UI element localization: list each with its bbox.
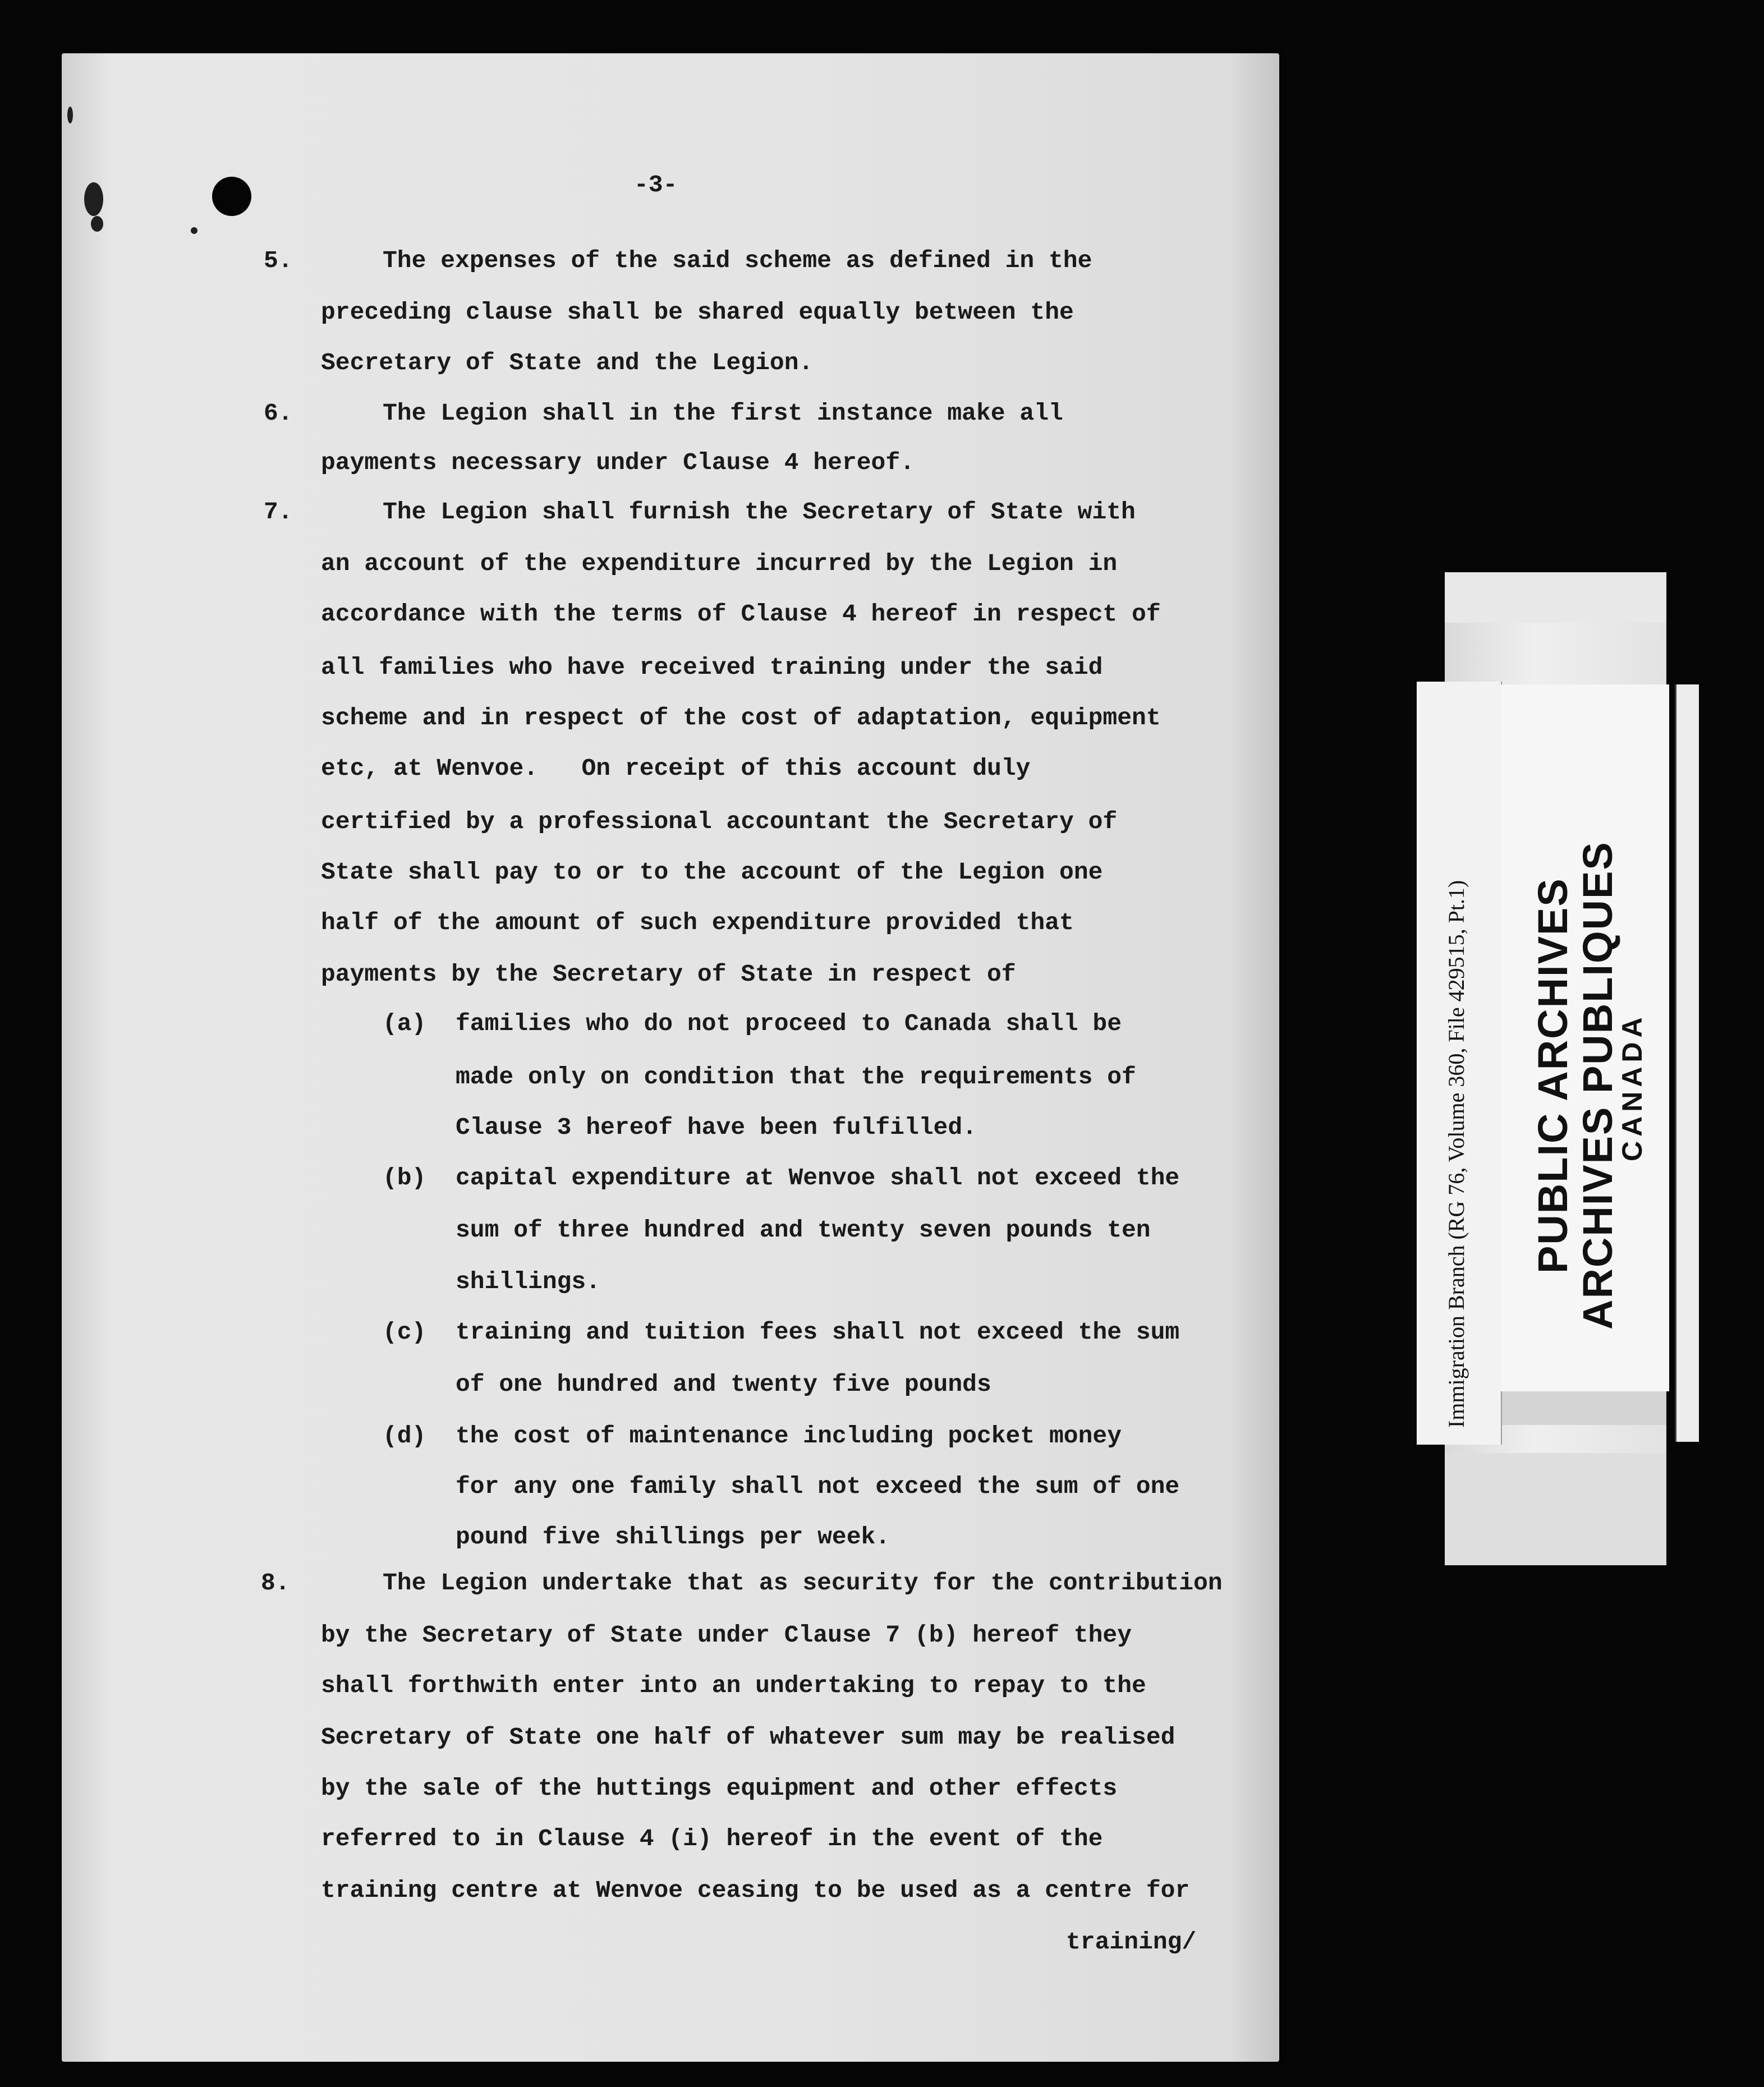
sub-clause-label: (b) [383, 1164, 426, 1192]
text-line: Secretary of State one half of whatever sum may be realised [321, 1723, 1175, 1751]
ink-speck [191, 227, 197, 234]
clause-number: 5. [264, 247, 293, 274]
text-line: of one hundred and twenty five pounds [456, 1371, 991, 1398]
continuation-word: training/ [1066, 1928, 1197, 1956]
text-line: scheme and in respect of the cost of adaptation, equipment [321, 704, 1161, 732]
text-line: Secretary of State and the Legion. [321, 349, 814, 376]
text-line: Clause 3 hereof have been fulfilled. [456, 1114, 977, 1141]
archive-name-line2: ARCHIVES PUBLIQUES [1574, 841, 1621, 1330]
text-line: referred to in Clause 4 (i) hereof in the event of the [321, 1825, 1103, 1852]
text-line: made only on condition that the requirements of [456, 1063, 1136, 1091]
text-line: payments by the Secretary of State in respect of [321, 960, 1016, 988]
clause-number: 7. [264, 498, 293, 526]
archive-country: CANADA [1616, 1013, 1648, 1161]
archive-label-edge [1675, 684, 1699, 1442]
text-line: preceding clause shall be shared equally between the [321, 298, 1074, 326]
text-line: capital expenditure at Wenvoe shall not exceed the [456, 1164, 1180, 1192]
text-line: pound five shillings per week. [456, 1523, 890, 1551]
ink-speck [91, 216, 103, 232]
text-line: the cost of maintenance including pocket money [456, 1422, 1122, 1450]
text-line: sum of three hundred and twenty seven pounds ten [456, 1216, 1151, 1244]
text-line: The Legion undertake that as security for the contribution [383, 1569, 1223, 1597]
text-line: accordance with the terms of Clause 4 hereof in respect of [321, 600, 1161, 628]
clause-number: 8. [261, 1569, 290, 1597]
text-line: training and tuition fees shall not exceed the sum [456, 1318, 1180, 1346]
text-line: The Legion shall furnish the Secretary of State with [383, 498, 1136, 526]
text-line: State shall pay to or to the account of the Legion one [321, 858, 1103, 886]
text-line: certified by a professional accountant the Secretary of [321, 808, 1118, 835]
ink-speck [67, 107, 73, 123]
sub-clause-label: (c) [383, 1318, 426, 1346]
text-line: shall forthwith enter into an undertaking to repay to the [321, 1672, 1146, 1699]
text-line: The expenses of the said scheme as defined in the [383, 247, 1092, 274]
text-line: training centre at Wenvoe ceasing to be used as a centre for [321, 1877, 1190, 1904]
text-line: for any one family shall not exceed the sum of one [456, 1473, 1180, 1500]
text-line: The Legion shall in the first instance make all [383, 399, 1063, 427]
text-line: an account of the expenditure incurred by the Legion in [321, 550, 1118, 577]
text-line: etc, at Wenvoe. On receipt of this account duly [321, 755, 1031, 782]
ink-speck [84, 182, 103, 216]
sub-clause-label: (d) [383, 1422, 426, 1450]
clause-number: 6. [264, 399, 293, 427]
archive-reference: Immigration Branch (RG 76, Volume 360, File 429515, Pt.1) [1444, 880, 1469, 1428]
text-line: by the Secretary of State under Clause 7 (b) hereof they [321, 1621, 1132, 1649]
text-line: all families who have received training under the said [321, 654, 1103, 681]
text-line: by the sale of the huttings equipment and other effects [321, 1775, 1118, 1802]
text-line: half of the amount of such expenditure provided that [321, 909, 1074, 936]
archive-name-line1: PUBLIC ARCHIVES [1529, 877, 1576, 1274]
page-number: -3- [634, 171, 678, 199]
text-line: families who do not proceed to Canada shall be [456, 1010, 1122, 1037]
text-line: shillings. [456, 1268, 601, 1295]
text-line: payments necessary under Clause 4 hereof. [321, 449, 915, 476]
sub-clause-label: (a) [383, 1010, 426, 1037]
punch-hole [212, 177, 251, 216]
